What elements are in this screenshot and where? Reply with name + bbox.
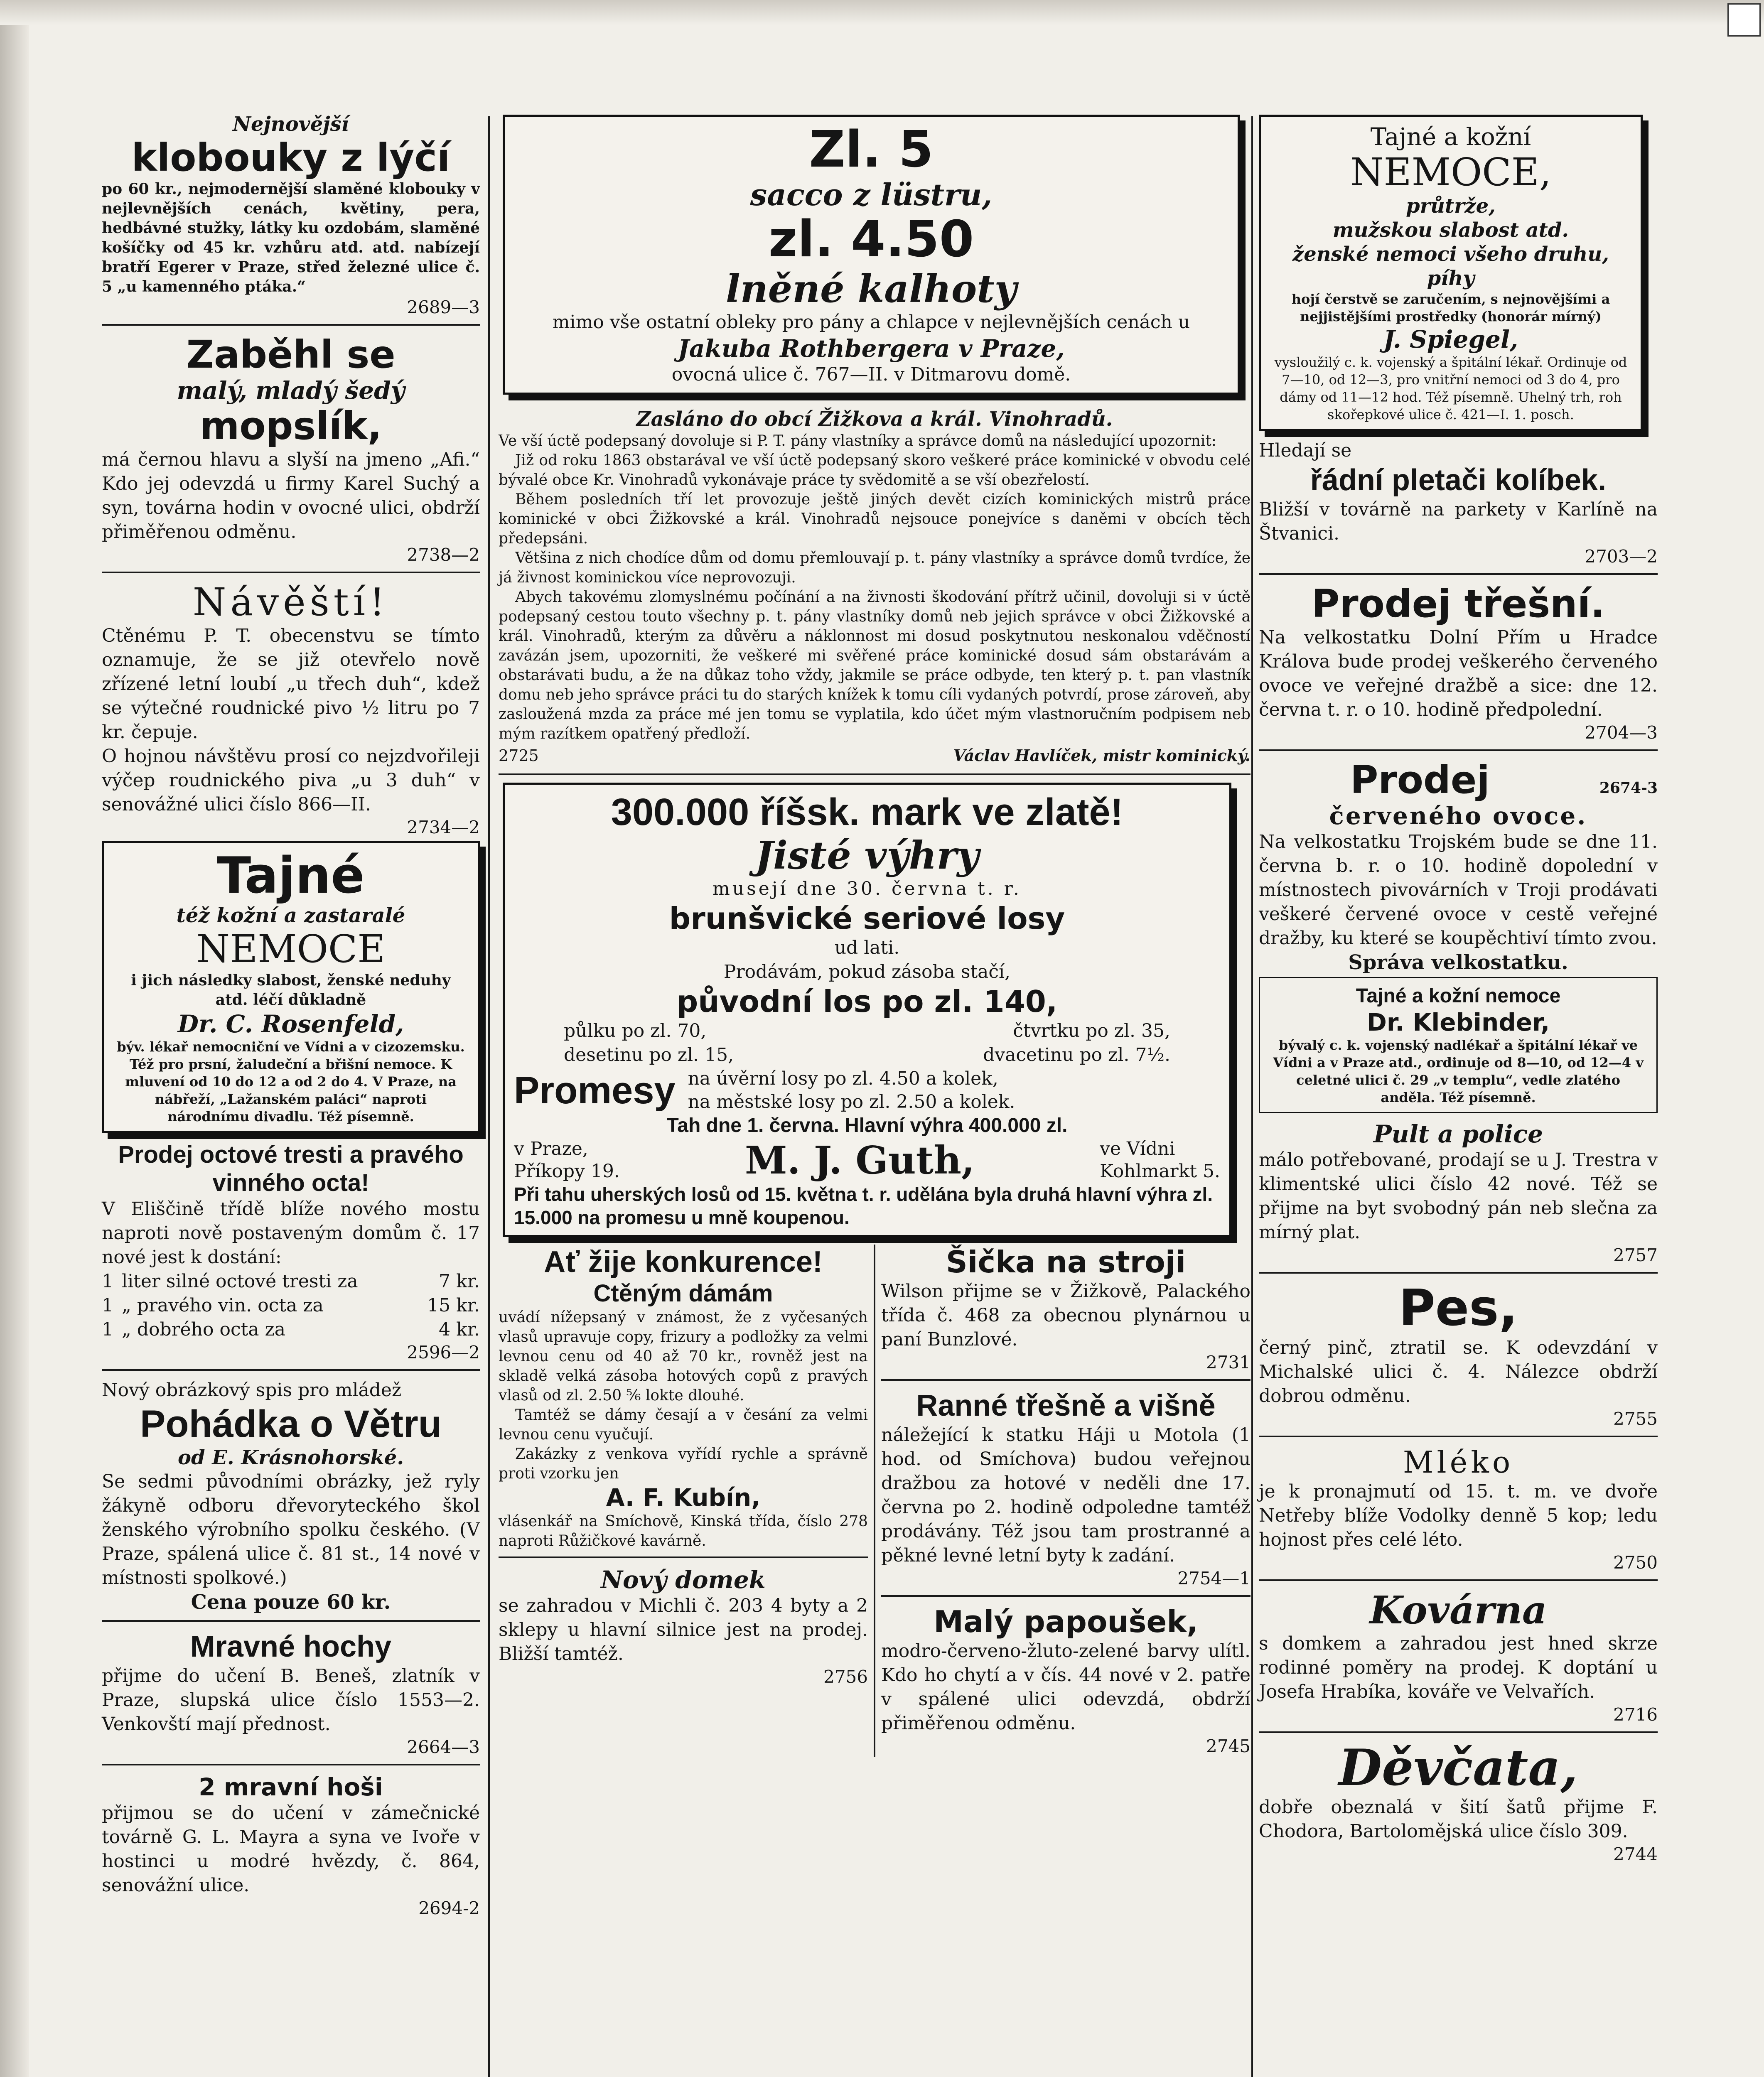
ad-text: černý pinč, ztratil se. K odevzdání v Michalské ulici č. 4. Nálezce obdrží dobrou odměnu. bbox=[1259, 1337, 1658, 1407]
ad-title: Prodej bbox=[1350, 758, 1490, 802]
ad-pletaci bbox=[1259, 439, 1658, 567]
ad-hosi bbox=[102, 1773, 480, 1919]
bottom-split bbox=[499, 1245, 1251, 1757]
column-right bbox=[1259, 112, 1658, 1865]
ad-klobouky bbox=[102, 112, 480, 318]
ad-text: Ve vší úctě podepsaný dovoluje si P. T. pány vlastníky a správce domů na následující upozornit: bbox=[499, 432, 1216, 449]
price-row bbox=[102, 1269, 480, 1294]
divider bbox=[499, 773, 1251, 775]
ad-date: musejí dne 30. června t. r. bbox=[712, 878, 1022, 899]
ad-kovarna bbox=[1259, 1588, 1658, 1726]
ad-cervene-ovoce bbox=[1259, 759, 1658, 975]
ad-text: Během posledních tří let provozuje ještě jiných devět cizích kominických mistrů práce kominické v obci Žižkovské a král. Vinohradů nejsouce ponejvíce s daněmi v obcích těch předepsáni. bbox=[499, 491, 1251, 547]
price-row bbox=[514, 1019, 1220, 1043]
ad-number: 2703—2 bbox=[1585, 546, 1658, 567]
ad-number: 2757 bbox=[1613, 1245, 1658, 1265]
ad-address: vlásenkář na Smíchově, Kinská třída, číslo 278 naproti Růžičkové kavárně. bbox=[499, 1513, 868, 1549]
ad-tah: Tah dne 1. června. Hlavní výhra 400.000 zl. bbox=[666, 1115, 1068, 1137]
ad-price: zl. 4.50 bbox=[768, 211, 974, 268]
ad-pohadka bbox=[102, 1378, 480, 1614]
ad-text: Většina z nich chodíce dům od domu přemlouvají p. t. pány vlastníky a správce domů tvrdíce, že já živnost kominickou více neprovozuji. bbox=[499, 550, 1251, 586]
ad-name: Dr. Klebinder, bbox=[1366, 1008, 1550, 1036]
divider bbox=[102, 1620, 480, 1622]
ad-domek bbox=[499, 1566, 868, 1688]
ad-number: 2704—3 bbox=[1585, 722, 1658, 743]
column-rule bbox=[874, 1245, 875, 1757]
ad-text: mimo vše ostatní obleky pro pány a chlapce v nejlevnějších cenách u bbox=[552, 312, 1190, 333]
ad-title: Malý papoušek, bbox=[934, 1604, 1198, 1639]
ad-title: Mravné hochy bbox=[190, 1630, 392, 1663]
ad-title: Šička na stroji bbox=[946, 1245, 1186, 1279]
row-item: „ pravého vin. octa za bbox=[122, 1295, 324, 1316]
row-price: 4 kr. bbox=[439, 1319, 480, 1340]
ad-text: se zahradou v Michli č. 203 4 byty a 2 sklepy u hlavní silnice jest na prodej. Bližší tamtéž. bbox=[499, 1595, 868, 1665]
column-rule bbox=[488, 116, 490, 2077]
row-item: liter silné octové tresti za bbox=[122, 1271, 358, 1292]
row-qty: 1 bbox=[102, 1295, 113, 1316]
ad-text: ud lati. bbox=[834, 937, 900, 958]
ad-item: sacco z lüstru, bbox=[750, 177, 993, 212]
page-top-shadow bbox=[0, 0, 1764, 25]
ad-text: má černou hlavu a slyší na jmeno „Afi.“ Kdo jej odevzdá u firmy Karel Suchý a syn, továrna hodin v ovocné ulici, obdrží přiměřenou odměnu. bbox=[102, 449, 480, 543]
ad-kominik bbox=[499, 407, 1251, 768]
ad-address: ovocná ulice č. 767—II. v Ditmarovu domě. bbox=[671, 364, 1071, 385]
ad-text: Již od roku 1863 obstarával ve vší úctě podepsaný skoro veškeré práce kominické v obvodu celé bývalé obce Kr. Vinohradů vykonávaje práce ty svědomitě a se vší obezřelostí. bbox=[499, 452, 1251, 489]
row-price: 7 kr. bbox=[439, 1271, 480, 1292]
ad-text: Abych takovému zlomyslnému počínání a na živnosti škodování přítrž učinil, dovoluji si v úctě podepsaný cestou touto všechny p. t. pány vlastníky domů neb jejich správce v obci Žižkovské a král. Vinohradů, kterým za důvěru a náklonnost mi dosud poskytnutou neskonalou vděčností zavázán jsem, upozorniti, že veškeré mi svěřené práce kominické dosud sám obstarávám a obstarávati budu, a že na důkaz toho vždy, jakmile se práce odbyde, ten který p. t. pan vlastník domu neb jeho správce práci tu do starých knížek k tomu cíli vydaných potvrdí, prose zároveň, aby zasloužená mzda za práce mé jen tomu se vyplatila, kdo účet mým vlastnoručním podpisem neb mým razítkem opatřený předloží. bbox=[499, 589, 1251, 742]
promesy-line: na úvěrní losy po zl. 4.50 a kolek, bbox=[688, 1068, 998, 1089]
column-middle bbox=[499, 112, 1251, 1757]
ad-title: Ranné třešně a višně bbox=[916, 1389, 1216, 1422]
ad-text: i jich následky slabost, ženské neduhy atd. léčí důkladně bbox=[131, 972, 451, 1009]
ad-number: 2694-2 bbox=[418, 1898, 480, 1918]
divider bbox=[102, 324, 480, 326]
ad-subtitle: píhy bbox=[1427, 267, 1475, 290]
ad-number: 2756 bbox=[823, 1667, 868, 1687]
left-subcolumn bbox=[499, 1245, 868, 1757]
ad-rosenfeld bbox=[102, 841, 480, 1133]
ad-number: 2725 bbox=[499, 746, 539, 765]
ad-number: 2674-3 bbox=[1599, 779, 1658, 797]
ad-title: NEMOCE bbox=[196, 927, 386, 971]
ad-title: brunšvické seriové losy bbox=[669, 901, 1065, 936]
ad-title: Prodej octové tresti a pravého vinného octa! bbox=[118, 1141, 464, 1196]
ad-subtitle: též kožní a zastaralé bbox=[176, 904, 405, 927]
ad-text: uvádí nížepsaný v známost, že z vyčesaných vlasů upravuje copy, frizury a podložky za velmi levnou cenu od 40 až 70 kr., rovněž jest na skladě velká zásoba hotových copů z pravých vlasů od zl. 2.50 ⅚ lokte dlouhé. bbox=[499, 1309, 868, 1404]
ad-number: 2716 bbox=[1613, 1704, 1658, 1725]
ad-name: A. F. Kubín, bbox=[606, 1483, 761, 1512]
ad-text: Při tahu uherských losů od 15. května t. r. udělána byla druhá hlavní výhra zl. 15.000 na promesu u mně koupenou. bbox=[514, 1183, 1213, 1228]
ad-number: 2750 bbox=[1613, 1552, 1658, 1573]
ad-title: mopslík, bbox=[199, 404, 382, 448]
ad-title: Pult a police bbox=[1373, 1120, 1543, 1148]
ad-text: Bližší v továrně na parkety v Karlíně na Štvanici. bbox=[1259, 499, 1658, 544]
ad-title: řádní pletači kolíbek. bbox=[1310, 464, 1607, 497]
column-left bbox=[102, 112, 480, 1919]
signature-row bbox=[499, 744, 1251, 768]
ad-title: Mléko bbox=[1403, 1445, 1514, 1480]
ad-text: Se sedmi původními obrázky, jež ryly žákyně odboru dřevoryteckého škol ženského výrobního spolku českého. (V Praze, spálená ulice č. 81 st., 14 nové v místnosti spolkové.) bbox=[102, 1471, 480, 1588]
ad-title: Nový domek bbox=[601, 1566, 766, 1594]
ad-title: 2 mravní hoši bbox=[199, 1773, 383, 1801]
ad-text: modro-červeno-žluto-zelené barvy ulítl. Kdo ho chytí a v čís. 44 nové v 2. patře v spálené ulici odevzdá, obdrží přiměřenou odměnu. bbox=[881, 1640, 1251, 1734]
ad-subtitle: malý, mladý šedý bbox=[177, 376, 405, 405]
ad-signature: Správa velkostatku. bbox=[1348, 951, 1568, 974]
ad-sicka bbox=[881, 1245, 1251, 1373]
ad-title: Zaběhl se bbox=[186, 332, 396, 377]
price-right: dvacetinu po zl. 7½. bbox=[983, 1044, 1170, 1066]
ad-text: přijmou se do učení v zámečnické továrně G. L. Mayra a syna ve Ivoře v hostinci u modré hvězdy, č. 864, senovážní ulice. bbox=[102, 1802, 480, 1896]
ad-title: Tajné a kožní nemoce bbox=[1356, 985, 1561, 1007]
ad-spiegel bbox=[1259, 115, 1643, 431]
ad-prodej-tresni bbox=[1259, 582, 1658, 744]
divider bbox=[1259, 1579, 1658, 1581]
ad-number: 2734—2 bbox=[407, 817, 480, 837]
ad-number: 2744 bbox=[1613, 1844, 1658, 1864]
ad-title: červeného ovoce. bbox=[1329, 802, 1587, 830]
ad-title: Kovárna bbox=[1369, 1588, 1547, 1633]
ad-doctor: Dr. C. Rosenfeld, bbox=[177, 1010, 404, 1038]
ad-text: Wilson přijme se v Žižkově, Palackého třída č. 468 za obecnou plynárnou u paní Bunzlové. bbox=[881, 1281, 1251, 1350]
divider bbox=[102, 572, 480, 573]
divider bbox=[881, 1379, 1251, 1381]
divider bbox=[499, 1557, 868, 1558]
ad-item: lněné kalhoty bbox=[725, 266, 1017, 311]
ad-mopslik bbox=[102, 333, 480, 566]
ad-title: Pes, bbox=[1398, 1279, 1518, 1337]
ad-mravne-hochy bbox=[102, 1629, 480, 1758]
price-row bbox=[514, 1043, 1220, 1067]
ad-kicker: Hledají se bbox=[1259, 440, 1352, 461]
divider bbox=[1259, 573, 1658, 575]
row-item: „ dobrého octa za bbox=[122, 1319, 285, 1340]
price-row bbox=[102, 1318, 480, 1342]
ad-text: málo potřebované, prodají se u J. Trestra v klimentské ulici číslo 42 nové. Též se přijme na byt svobodný pán neb slečna za mírný plat. bbox=[1259, 1149, 1658, 1243]
ad-text: Tamtéž se dámy česají a v česání za velmi levnou cenu vyučují. bbox=[499, 1407, 868, 1443]
ad-pult bbox=[1259, 1120, 1658, 1266]
ad-text: vysloužilý c. k. vojenský a špitální lékař. Ordinuje od 7—10, od 12—3, pro vnitřní nemoci od 3 do 4, pro dámy od 11—12 hod. Též písemně. Uhelný trh, roh skořepkové ulice č. 421—I. 1. posch. bbox=[1274, 354, 1627, 422]
ad-text: hojí čerstvě se zaručením, s nejnovějšími a nejjistějšími prostředky (honorár mírný) bbox=[1291, 291, 1610, 324]
price-left: desetinu po zl. 15, bbox=[564, 1044, 734, 1066]
ad-number: 2664—3 bbox=[407, 1737, 480, 1757]
ad-subtitle: průtrže, bbox=[1406, 194, 1496, 218]
right-subcolumn bbox=[881, 1245, 1251, 1757]
ad-title: Tajné a kožní bbox=[1370, 123, 1531, 151]
ad-title: Tajné bbox=[217, 847, 365, 905]
page-edge-shadow bbox=[0, 0, 29, 2077]
ad-number: 2689—3 bbox=[407, 297, 480, 317]
price-right: čtvrtku po zl. 35, bbox=[1013, 1020, 1170, 1041]
ad-price: Zl. 5 bbox=[809, 121, 934, 179]
ad-kicker: Nový obrázkový spis pro mládež bbox=[102, 1380, 402, 1401]
ad-text: po 60 kr., nejmodernější slaměné klobouky v nejlevnějších cenách, květiny, pera, hedbávné stužky, látky ku ozdobám, slaměné košíčky od 45 kr. vzhůru atd. atd. nabízejí bratří Egerer v Praze, střed železné ulice č. 5 „u kamenného ptáka.“ bbox=[102, 180, 480, 295]
ad-text: Prodávám, pokud zásoba stačí, bbox=[723, 961, 1011, 982]
ad-text: Na velkostatku Dolní Přím u Hradce Králova bude prodej veškerého červeného ovoce ve veřejné dražbě a sice: dne 12. června t. r. o 10. hodině předpolední. bbox=[1259, 627, 1658, 720]
city-right: Kohlmarkt 5. bbox=[1100, 1161, 1220, 1182]
ad-text: Na velkostatku Trojském bude se dne 11. června b. r. o 10. hodině dopolední v místnostech pivovárních v Troji prodávati veškeré červené ovoce v cestě veřejné dražby, ku které se koupěchtiví tímto zvou. bbox=[1259, 831, 1658, 949]
ad-title: Návěští! bbox=[192, 580, 389, 624]
ad-number: 2738—2 bbox=[407, 545, 480, 565]
ad-subtitle: mužskou slabost atd. bbox=[1332, 219, 1569, 242]
ad-pes bbox=[1259, 1281, 1658, 1430]
ad-number: 2731 bbox=[1206, 1352, 1251, 1372]
divider bbox=[102, 1369, 480, 1371]
ad-author: od E. Krásnohorské. bbox=[177, 1446, 404, 1469]
ad-text: přijme do učení B. Beneš, zlatník v Praze, slupská ulice číslo 1553—2. Venkovští mají přednost. bbox=[102, 1665, 480, 1735]
ad-text: O hojnou návštěvu prosí co nejzdvořileji výčep roudnického piva „u 3 duh“ v senovážné ulici číslo 866—II. bbox=[102, 746, 480, 815]
ad-mleko bbox=[1259, 1445, 1658, 1574]
ad-firm: M. J. Guth, bbox=[744, 1138, 975, 1183]
ad-rothberger bbox=[503, 115, 1240, 395]
row-qty: 1 bbox=[102, 1271, 113, 1292]
ad-ocet bbox=[102, 1141, 480, 1363]
ad-number: 2754—1 bbox=[1177, 1568, 1251, 1588]
ad-title: Děvčata, bbox=[1339, 1738, 1578, 1797]
ad-kubin bbox=[499, 1245, 868, 1551]
ad-title: NEMOCE, bbox=[1350, 150, 1552, 194]
guth-row bbox=[514, 1138, 1220, 1183]
divider bbox=[881, 1595, 1251, 1597]
promesy-line: na městské losy po zl. 2.50 a kolek. bbox=[688, 1091, 1015, 1112]
price-left: půlku po zl. 70, bbox=[564, 1020, 707, 1041]
ad-subtitle: ženské nemoci všeho druhu, bbox=[1292, 243, 1609, 266]
city-left: v Praze, bbox=[514, 1138, 588, 1159]
ad-title: Pohádka o Větru bbox=[140, 1403, 442, 1445]
column-rule bbox=[1251, 116, 1253, 2077]
promesy-row bbox=[514, 1067, 1220, 1114]
ad-text: s domkem a zahradou jest hned skrze rodinné poměry na prodej. K doptání u Josefa Hrabíka, kováře ve Velvařích. bbox=[1259, 1633, 1658, 1702]
ad-text: V Eliščině třídě blíže nového mostu naproti nově postaveným domům č. 17 nové jest k dostání: bbox=[102, 1198, 480, 1268]
ad-number: 2755 bbox=[1613, 1409, 1658, 1429]
ad-signature: Václav Havlíček, mistr kominický. bbox=[953, 746, 1251, 765]
ad-title: Zasláno do obcí Žižkova a král. Vinohradů. bbox=[636, 408, 1113, 431]
divider bbox=[1259, 1436, 1658, 1437]
ad-subtitle: Jisté výhry bbox=[755, 833, 979, 878]
ad-text: dobře obeznalá v šití šatů přijme F. Chodora, Bartolomějská ulice číslo 309. bbox=[1259, 1797, 1658, 1842]
ad-title: klobouky z lýčí bbox=[131, 135, 450, 180]
ad-guth-losy bbox=[503, 783, 1231, 1237]
corner-marker bbox=[1727, 3, 1761, 37]
ad-papousek bbox=[881, 1604, 1251, 1757]
ad-name: J. Spiegel, bbox=[1383, 325, 1518, 354]
ad-text: Zakázky z venkova vyřídí rychle a správně proti vzorku jen bbox=[499, 1446, 868, 1482]
divider bbox=[1259, 1731, 1658, 1733]
ad-text: je k pronajmutí od 15. t. m. ve dvoře Netřeby blíže Vodolky denně 5 kop; ledu hojnost přes celé léto. bbox=[1259, 1481, 1658, 1550]
city-right: ve Vídni bbox=[1100, 1138, 1175, 1159]
promesy-label: Promesy bbox=[514, 1069, 676, 1112]
ad-kicker: Nejnovější bbox=[233, 113, 349, 136]
ad-title: původní los po zl. 140, bbox=[676, 984, 1058, 1019]
ad-text: Ctěnému P. T. obecenstvu se tímto oznamuje, že se již otevřelo nově zřízené letní loubí „u třech duh“, kdež se výtečné roudnické pivo ½ litru po 7 kr. čepuje. bbox=[102, 625, 480, 743]
row-price: 15 kr. bbox=[427, 1295, 480, 1316]
ad-title: 300.000 říšsk. mark ve zlatě! bbox=[611, 791, 1123, 833]
ad-text: býv. lékař nemocniční ve Vídni a v cizozemsku. Též pro prsní, žaludeční a břišní nemoce. K mluvení od 10 do 12 a od 2 do 4. V Praze, na nábřeží, „Lažanském paláci“ naproti národnímu divadlu. Též písemně. bbox=[117, 1039, 465, 1124]
ad-text: bývalý c. k. vojenský nadlékař a špitální lékař ve Vídni a v Praze atd., ordinuje od 8—10, od 12—4 v celetné ulici č. 29 „v templu“, vedle zlatého anděla. Též písemně. bbox=[1273, 1037, 1644, 1105]
ad-title: Prodej třešní. bbox=[1311, 582, 1605, 626]
city-left: Příkopy 19. bbox=[514, 1161, 620, 1182]
ad-price: Cena pouze 60 kr. bbox=[191, 1591, 391, 1614]
divider bbox=[1259, 1272, 1658, 1274]
ad-klebinder bbox=[1259, 977, 1658, 1113]
row-qty: 1 bbox=[102, 1319, 113, 1340]
ad-number: 2596—2 bbox=[407, 1342, 480, 1363]
divider bbox=[102, 1764, 480, 1765]
divider bbox=[1259, 749, 1658, 751]
ad-navesti bbox=[102, 581, 480, 838]
ad-number: 2745 bbox=[1206, 1736, 1251, 1756]
ad-text: náležející k statku Háji u Motola (1 hod. od Smíchova) budou veřejnou dražbou za hotové v neděli dne 17. června po 2. hodině odpoledne tamtéž prodávány. Též jsou tam prostranné a pěkné levné letní byty k zadání. bbox=[881, 1424, 1251, 1566]
ad-tresne bbox=[881, 1388, 1251, 1589]
ad-firm: Jakuba Rothbergera v Praze, bbox=[678, 334, 1065, 363]
price-row bbox=[102, 1294, 480, 1318]
ad-title: Ať žije konkurence! bbox=[544, 1245, 823, 1279]
ad-devcata bbox=[1259, 1738, 1658, 1865]
ad-subtitle: Ctěným dámám bbox=[593, 1280, 773, 1307]
